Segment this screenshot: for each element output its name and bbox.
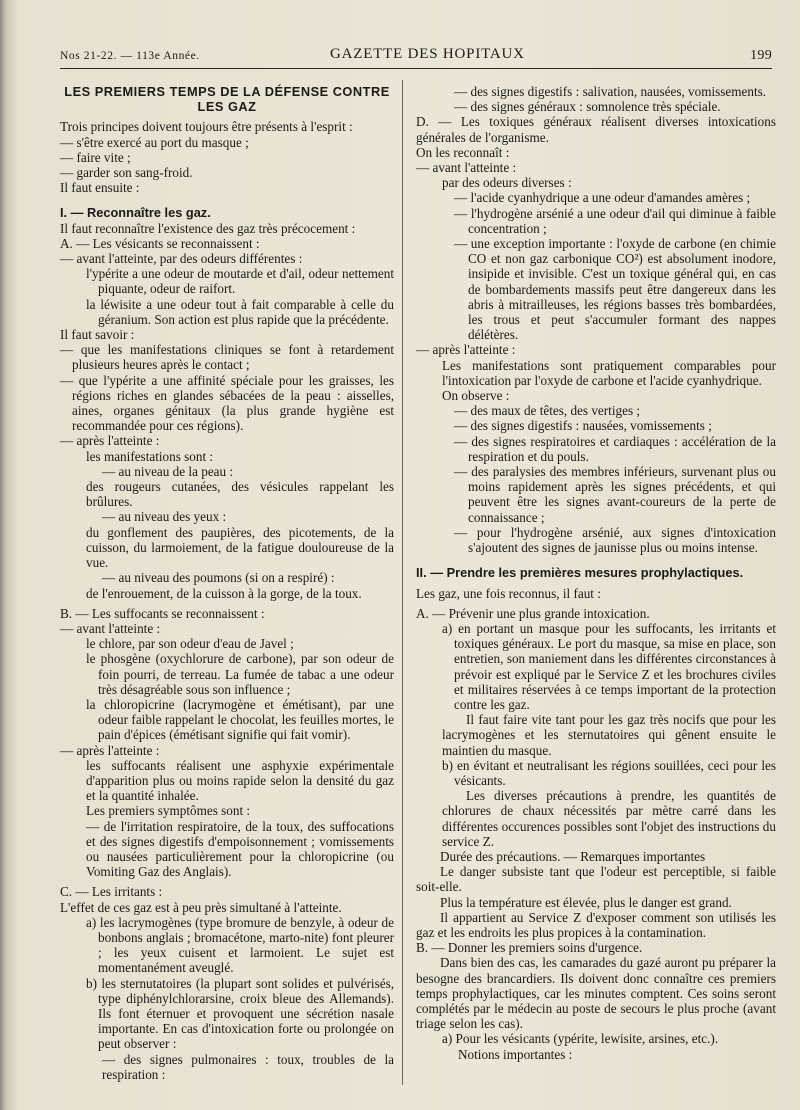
left-column — [60, 84, 394, 1082]
left-paragraph: l'ypérite a une odeur de moutarde et d'ail, odeur nettement piquante, odeur de raifort. — [86, 266, 394, 297]
right-paragraph: B. — Donner les premiers soins d'urgence. — [416, 940, 643, 956]
right-column — [416, 84, 776, 1062]
left-paragraph: — faire vite ; — [60, 149, 131, 165]
right-paragraph: — après l'atteinte : — [416, 342, 516, 358]
section-heading: II. — Prendre les premières mesures prophylactiques. — [416, 565, 744, 581]
right-paragraph: Durée des précautions. — Remarques importantes — [440, 848, 706, 864]
left-paragraph: — au niveau des poumons (si on a respiré) : — [102, 570, 335, 586]
left-paragraph: les manifestations sont : — [86, 448, 214, 464]
right-paragraph: Les diverses précautions à prendre, les quantités de chlorures de chaux nécessités par mètre carré dans les différentes occurences possibles sont l'objet des instructions du service Z. — [442, 788, 776, 849]
right-paragraph: — des signes digestifs : nausées, vomissements ; — [454, 418, 712, 434]
left-paragraph: A. — Les vésicants se reconnaissent : — [60, 235, 260, 251]
right-paragraph: On observe : — [442, 388, 510, 404]
left-paragraph: — garder son sang-froid. — [60, 165, 193, 181]
column-divider — [402, 80, 403, 1085]
left-paragraph: C. — Les irritants : — [60, 884, 163, 900]
left-paragraph: — au niveau de la peau : — [102, 463, 234, 479]
left-paragraph: — avant l'atteinte, par des odeurs différentes : — [60, 251, 303, 267]
left-paragraph: Trois principes doivent toujours être présents à l'esprit : — [60, 119, 353, 135]
right-paragraph: Le danger subsiste tant que l'odeur est perceptible, si faible soit-elle. — [416, 864, 776, 895]
right-paragraph: — l'acide cyanhydrique a une odeur d'amandes amères ; — [454, 190, 751, 206]
journal-title: GAZETTE DES HOPITAUX — [330, 46, 525, 62]
right-paragraph: — avant l'atteinte : — [416, 160, 517, 176]
left-paragraph: des rougeurs cutanées, des vésicules rappelant les brûlures. — [86, 479, 394, 510]
left-paragraph: B. — Les suffocants se reconnaissent : — [60, 605, 265, 621]
left-paragraph: — s'être exercé au port du masque ; — [60, 134, 249, 150]
left-paragraph: — avant l'atteinte : — [60, 620, 161, 636]
right-paragraph: — l'hydrogène arsénié a une odeur d'ail qui diminue à faible concentration ; — [454, 205, 776, 236]
left-paragraph: — des signes pulmonaires : toux, troubles de la respiration : — [102, 1051, 394, 1082]
left-paragraph: — après l'atteinte : — [60, 742, 160, 758]
right-paragraph: — des signes respiratoires et cardiaques : accélération de la respiration et du pouls. — [454, 433, 776, 464]
page-header — [60, 46, 772, 68]
left-paragraph: — au niveau des yeux : — [102, 509, 227, 525]
left-paragraph: le chlore, par son odeur d'eau de Javel ; — [86, 636, 294, 652]
left-paragraph: la léwisite a une odeur tout à fait comparable à celle du géranium. Son action est plus rapide que la précédente. — [86, 296, 394, 327]
right-paragraph: a) en portant un masque pour les suffocants, les irritants et toxiques généraux. Le port du masque, sa mise en place, son entretien, son maniement dans les différentes circonstances à prévoir est expliqué par le Service Z et les brochures civiles et militaires réservées à ce temps important de la protection contre les gaz. — [442, 620, 776, 712]
right-paragraph: par des odeurs diverses : — [442, 175, 572, 191]
right-paragraph: b) en évitant et neutralisant les régions souillées, ceci pour les vésicants. — [442, 757, 776, 788]
right-paragraph: — des maux de têtes, des vertiges ; — [454, 403, 641, 419]
right-paragraph: On les reconnaît : — [416, 144, 510, 160]
spacer — [416, 555, 776, 560]
page-number: 199 — [750, 48, 772, 63]
right-paragraph: a) Pour les vésicants (ypérite, lewisite, arsines, etc.). — [442, 1031, 719, 1047]
left-paragraph: — de l'irritation respiratoire, de la toux, des suffocations et des signes digestifs d'empoisonnement ; vomissements ou nausées particulièrement pour la chloropicrine (ou Vomiting Gaz des Anglais). — [86, 818, 394, 880]
left-paragraph: — que les manifestations cliniques se font à retardement plusieurs heures après le contact ; — [60, 342, 394, 373]
left-paragraph: du gonflement des paupières, des picotements, de la cuisson, du larmoiement, de la fatigue douloureuse de la vue. — [86, 524, 394, 571]
right-paragraph: Dans bien des cas, les camarades du gazé auront pu préparer la besogne des brancardiers. Ils doivent donc connaître ces premiers temps prophylactiques, car les minutes comptent. Ces soins seront complétés par le médecin au poste de secours le plus proche (avant triage selon les cas). — [416, 955, 776, 1032]
right-paragraph: — pour l'hydrogène arsénié, aux signes d'intoxication s'ajoutent des signes de jaunisse plus ou moins intense. — [454, 524, 776, 556]
section-heading: I. — Reconnaître les gaz. — [60, 205, 211, 221]
right-paragraph: Notions importantes : — [458, 1046, 573, 1062]
left-paragraph: b) les sternutatoires (la plupart sont solides et pulvérisés, type diphénylchlorarsine, croix bleue des Allemands). Ils font éternuer et provoquent une sécrétion nasale importante. En cas d'intoxication forte ou prolongée on peut observer : — [86, 975, 394, 1052]
right-paragraph: — des signes généraux : somnolence très spéciale. — [454, 99, 721, 115]
spacer — [60, 195, 394, 200]
right-paragraph: Plus la température est élevée, plus le danger est grand. — [440, 894, 732, 910]
right-paragraph: Il faut faire vite tant pour les gaz très nocifs que pour les lacrymogènes et les sternutatoires qui gênent ensuite le maintien du masque. — [442, 712, 776, 758]
left-paragraph: — après l'atteinte : — [60, 433, 160, 449]
right-paragraph: D. — Les toxiques généraux réalisent diverses intoxications générales de l'organisme. — [416, 114, 776, 145]
header-rule — [60, 68, 772, 69]
left-paragraph: a) les lacrymogènes (type bromure de benzyle, à odeur de bonbons anglais ; bromacétone, marto-nite) font pleurer ; les yeux cuisent et larmoient. Le sujet est momentanément aveuglé. — [86, 914, 394, 976]
right-paragraph: Les manifestations sont pratiquement comparables pour l'intoxication par l'oxyde de carbone et l'acide cyanhydrique. — [442, 357, 776, 388]
right-paragraph: Les gaz, une fois reconnus, il faut : — [416, 585, 601, 601]
left-paragraph: Il faut savoir : — [60, 327, 135, 343]
left-paragraph: les suffocants réalisent une asphyxie expérimentale d'apparition plus ou moins rapide selon la densité du gaz et la quantité inhalée. — [86, 757, 394, 804]
left-paragraph: le phosgène (oxychlorure de carbone), par son odeur de foin pourri, de terreau. La fumée de tabac a une odeur très désagréable sous son influence ; — [86, 651, 394, 697]
left-paragraph: de l'enrouement, de la cuisson à la gorge, de la toux. — [86, 585, 362, 601]
left-paragraph: Il faut reconnaître l'existence des gaz très précocement : — [60, 220, 356, 236]
right-paragraph: — une exception importante : l'oxyde de carbone (en chimie CO et non gaz carbonique CO²) est absolument inodore, insipide et invisible. C'est un toxique général qui, en cas de bombardements massifs peut être dangereux dans les abris à mitrailleuses, les régions basses très bombardées, les trous et peut s'accumuler formant des nappes délétères. — [454, 236, 776, 343]
article-title: LES PREMIERS TEMPS DE LA DÉFENSE CONTRE LES GAZ — [64, 84, 390, 115]
issue-number: Nos 21-22. — 113e Année. — [60, 50, 200, 62]
right-paragraph: — des signes digestifs : salivation, nausées, vomissements. — [454, 84, 767, 99]
right-paragraph: Il appartient au Service Z d'exposer comment son utilisés les gaz et les endroits les plus propices à la contamination. — [416, 909, 776, 940]
right-paragraph: A. — Prévenir une plus grande intoxication. — [416, 605, 650, 621]
left-paragraph: Il faut ensuite : — [60, 180, 140, 196]
left-paragraph: la chloropicrine (lacrymogène et émétisant), par une odeur faible rappelant le chocolat, les feuilles mortes, le pain d'épices (émétisant signifie qui fait vomir). — [86, 696, 394, 743]
right-paragraph: — des paralysies des membres inférieurs, survenant plus ou moins rapidement après les signes précédents, et qui peuvent être les signes avant-coureurs de la perte de connaissance ; — [454, 464, 776, 525]
left-paragraph: Les premiers symptômes sont : — [86, 803, 251, 819]
left-paragraph: L'effet de ces gaz est à peu près simultané à l'atteinte. — [60, 899, 342, 915]
left-paragraph: — que l'ypérite a une affinité spéciale pour les graisses, les régions riches en glandes sébacées de la peau : aisselles, aines, organes génitaux (la plus grande hygiène est recommandée pour ces régions). — [60, 372, 394, 434]
